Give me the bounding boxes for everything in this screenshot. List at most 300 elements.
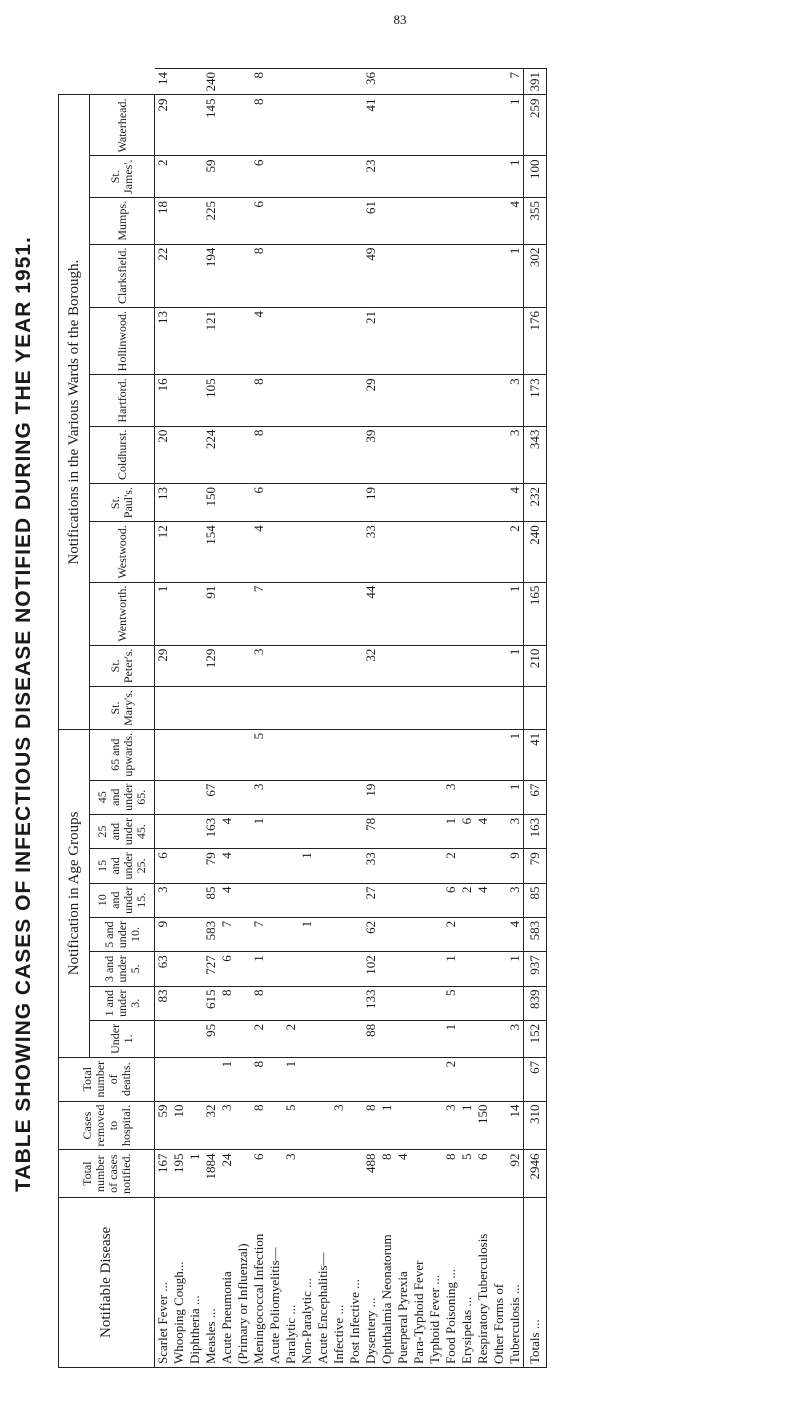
table-cell [331, 849, 347, 883]
table-cell [299, 814, 315, 848]
notifications-table [58, 68, 547, 1368]
table-cell: 727 [203, 952, 219, 986]
table-cell [427, 375, 443, 426]
table-cell [459, 308, 475, 375]
table-cell [491, 917, 507, 951]
table-cell [411, 952, 427, 986]
table-cell: 6 [251, 484, 267, 522]
table-cell [475, 156, 491, 197]
table-cell [331, 729, 347, 780]
table-cell [459, 645, 475, 686]
table-cell [395, 814, 411, 848]
table-cell [379, 582, 395, 645]
table-cell [347, 95, 363, 156]
table-cell [427, 244, 443, 307]
table-cell [491, 156, 507, 197]
table-cell [283, 244, 299, 307]
table-cell [379, 883, 395, 917]
table-cell [219, 426, 235, 483]
table-cell: 105 [203, 375, 219, 426]
table-cell [235, 426, 251, 483]
table-cell: 14 [507, 1101, 524, 1150]
totals-cell: 85 [524, 883, 547, 917]
table-cell [171, 375, 187, 426]
table-cell [219, 244, 235, 307]
table-cell: 41 [363, 95, 379, 156]
table-cell [283, 582, 299, 645]
table-cell [171, 780, 187, 814]
table-cell: 5 [459, 1150, 475, 1197]
table-cell [411, 197, 427, 244]
table-cell [475, 197, 491, 244]
disease-name: Whooping Cough... [171, 1197, 187, 1367]
table-cell: 4 [475, 883, 491, 917]
table-cell: 2 [507, 522, 524, 582]
table-cell [235, 244, 251, 307]
table-cell: 2 [251, 1020, 267, 1057]
page-number: 83 [393, 12, 407, 27]
table-cell [235, 986, 251, 1020]
table-cell [331, 1020, 347, 1057]
table-cell [475, 729, 491, 780]
table-cell [491, 426, 507, 483]
table-cell [395, 687, 411, 730]
disease-name: Scarlet Fever ... [155, 1197, 172, 1367]
table-cell: 2 [459, 883, 475, 917]
table-cell [267, 95, 283, 156]
table-cell [299, 1101, 315, 1150]
table-cell [187, 883, 203, 917]
table-row [299, 69, 315, 1368]
disease-name: Other Forms of [491, 1197, 507, 1367]
table-cell [235, 95, 251, 156]
table-cell [411, 1020, 427, 1057]
table-cell: 3 [251, 645, 267, 686]
col-header: St. Peter's. [90, 645, 155, 686]
table-cell [219, 1020, 235, 1057]
table-cell [315, 986, 331, 1020]
table-cell: 19 [363, 484, 379, 522]
table-cell [395, 1101, 411, 1150]
table-cell: 4 [251, 522, 267, 582]
table-cell [427, 484, 443, 522]
table-cell: 78 [363, 814, 379, 848]
table-cell: 8 [251, 244, 267, 307]
table-cell [235, 814, 251, 848]
table-cell [283, 197, 299, 244]
table-cell [491, 986, 507, 1020]
table-cell [427, 522, 443, 582]
table-cell [379, 95, 395, 156]
table-cell [219, 308, 235, 375]
table-cell: 1884 [203, 1150, 219, 1197]
table-cell [187, 645, 203, 686]
table-cell: 3 [283, 1150, 299, 1197]
table-cell [411, 780, 427, 814]
table-cell [347, 522, 363, 582]
table-cell [395, 986, 411, 1020]
table-cell [299, 1020, 315, 1057]
table-cell [299, 1150, 315, 1197]
table-cell: 9 [155, 917, 172, 951]
table-cell [331, 645, 347, 686]
table-cell [443, 244, 459, 307]
table-cell [331, 197, 347, 244]
table-cell [411, 244, 427, 307]
table-cell [475, 986, 491, 1020]
table-cell: 4 [507, 917, 524, 951]
table-cell: 224 [203, 426, 219, 483]
table-cell [427, 582, 443, 645]
table-cell [331, 375, 347, 426]
table-cell: 1 [507, 780, 524, 814]
table-row [443, 69, 459, 1368]
table-cell [427, 156, 443, 197]
table-cell [315, 244, 331, 307]
table-cell: 102 [363, 952, 379, 986]
table-cell: 3 [443, 1101, 459, 1150]
table-cell [283, 917, 299, 951]
table-cell: 7 [251, 917, 267, 951]
table-cell [331, 308, 347, 375]
table-cell [491, 645, 507, 686]
table-cell [283, 780, 299, 814]
table-cell [427, 849, 443, 883]
table-cell [235, 375, 251, 426]
table-row [155, 69, 172, 1368]
table-cell [347, 484, 363, 522]
table-cell [347, 375, 363, 426]
table-cell [427, 308, 443, 375]
table-cell: 49 [363, 244, 379, 307]
table-cell: 1 [299, 849, 315, 883]
table-cell [331, 522, 347, 582]
table-cell [475, 687, 491, 730]
table-cell [411, 375, 427, 426]
table-cell [299, 244, 315, 307]
table-cell: 8 [251, 426, 267, 483]
table-cell [459, 687, 475, 730]
table-cell [203, 687, 219, 730]
table-cell: 2 [155, 156, 172, 197]
table-cell [299, 780, 315, 814]
table-cell [427, 883, 443, 917]
col-header: Hartford. [90, 375, 155, 426]
table-cell [235, 729, 251, 780]
table-cell: 85 [203, 883, 219, 917]
table-cell [427, 1020, 443, 1057]
table-cell [379, 1020, 395, 1057]
table-cell [171, 156, 187, 197]
totals-cell: 67 [524, 780, 547, 814]
totals-cell: 67 [524, 1057, 547, 1101]
table-cell [443, 95, 459, 156]
table-cell [395, 582, 411, 645]
table-cell [379, 917, 395, 951]
table-cell [475, 244, 491, 307]
table-cell: 44 [363, 582, 379, 645]
table-cell [427, 69, 443, 96]
totals-cell: 41 [524, 729, 547, 780]
table-cell [491, 484, 507, 522]
totals-row [524, 69, 547, 1368]
table-cell [267, 687, 283, 730]
table-cell: 488 [363, 1150, 379, 1197]
table-cell [267, 522, 283, 582]
table-cell [395, 197, 411, 244]
table-cell [331, 917, 347, 951]
table-cell [187, 917, 203, 951]
group-header-wards: Notifications in the Various Wards of the Borough. [59, 95, 90, 729]
table-cell [411, 687, 427, 730]
table-cell [171, 814, 187, 848]
table-cell: 92 [507, 1150, 524, 1197]
table-cell [267, 1101, 283, 1150]
table-cell [251, 883, 267, 917]
table-cell [187, 849, 203, 883]
table-cell [427, 952, 443, 986]
col-header-removed: Cases removed to hospital. [59, 1101, 155, 1150]
table-cell [379, 986, 395, 1020]
table-cell [267, 645, 283, 686]
table-cell [443, 729, 459, 780]
table-cell [315, 814, 331, 848]
table-cell [155, 687, 172, 730]
table-cell: 1 [507, 645, 524, 686]
table-cell [187, 952, 203, 986]
table-cell [171, 883, 187, 917]
table-cell [411, 814, 427, 848]
table-cell [475, 917, 491, 951]
table-cell [475, 95, 491, 156]
table-cell [331, 986, 347, 1020]
table-row [411, 69, 427, 1368]
table-cell: 1 [507, 244, 524, 307]
table-cell [315, 484, 331, 522]
table-cell [299, 484, 315, 522]
table-cell [331, 1150, 347, 1197]
table-cell [235, 1057, 251, 1101]
table-cell: 1 [507, 156, 524, 197]
table-cell [267, 1020, 283, 1057]
totals-cell: 355 [524, 197, 547, 244]
table-cell: 167 [155, 1150, 172, 1197]
table-cell [443, 687, 459, 730]
table-cell: 4 [219, 883, 235, 917]
table-cell: 4 [475, 814, 491, 848]
table-cell [395, 244, 411, 307]
table-cell [235, 952, 251, 986]
table-cell [283, 156, 299, 197]
table-cell [235, 308, 251, 375]
table-cell [267, 729, 283, 780]
table-cell [315, 1150, 331, 1197]
table-cell: 13 [155, 484, 172, 522]
table-cell: 6 [155, 849, 172, 883]
table-cell [395, 917, 411, 951]
disease-name: Paralytic ... [283, 1197, 299, 1367]
table-cell [491, 1101, 507, 1150]
table-cell: 1 [507, 582, 524, 645]
table-cell [363, 1057, 379, 1101]
table-cell [155, 780, 172, 814]
table-cell [331, 814, 347, 848]
table-cell [443, 308, 459, 375]
table-cell [251, 849, 267, 883]
table-cell [267, 849, 283, 883]
table-cell [267, 917, 283, 951]
table-cell [347, 1057, 363, 1101]
table-cell [283, 883, 299, 917]
table-cell [363, 729, 379, 780]
table-cell: 22 [155, 244, 172, 307]
table-cell [187, 244, 203, 307]
table-cell [427, 1101, 443, 1150]
table-cell [235, 883, 251, 917]
table-cell [443, 645, 459, 686]
table-cell [203, 729, 219, 780]
table-cell: 33 [363, 522, 379, 582]
table-cell [315, 1101, 331, 1150]
table-cell [315, 308, 331, 375]
table-cell: 61 [363, 197, 379, 244]
table-cell [283, 69, 299, 96]
table-cell [475, 426, 491, 483]
table-cell [491, 244, 507, 307]
table-cell [475, 375, 491, 426]
table-cell [427, 645, 443, 686]
table-cell: 194 [203, 244, 219, 307]
table-cell [187, 426, 203, 483]
disease-name: Measles ... [203, 1197, 219, 1367]
table-cell [411, 883, 427, 917]
table-cell [379, 244, 395, 307]
table-cell [427, 1150, 443, 1197]
table-cell [299, 1057, 315, 1101]
table-cell [171, 69, 187, 96]
table-row [171, 69, 187, 1368]
table-cell: 4 [251, 308, 267, 375]
table-cell [411, 69, 427, 96]
table-cell [459, 197, 475, 244]
table-cell [379, 687, 395, 730]
table-cell [155, 1020, 172, 1057]
table-cell [395, 156, 411, 197]
col-header: Hollinwood. [90, 308, 155, 375]
table-cell: 8 [251, 1057, 267, 1101]
col-header-deaths: Total number of deaths. [59, 1057, 155, 1101]
totals-cell: 210 [524, 645, 547, 686]
disease-name: Typhoid Fever ... [427, 1197, 443, 1367]
table-cell [347, 197, 363, 244]
table-cell [283, 952, 299, 986]
table-cell [491, 687, 507, 730]
disease-name: Puerperal Pyrexia [395, 1197, 411, 1367]
table-cell [411, 522, 427, 582]
table-cell [283, 95, 299, 156]
table-cell: 133 [363, 986, 379, 1020]
table-cell [459, 582, 475, 645]
table-cell [459, 95, 475, 156]
table-cell [171, 986, 187, 1020]
table-row [251, 69, 267, 1368]
table-cell [315, 780, 331, 814]
table-title: TABLE SHOWING CASES OF INFECTIOUS DISEASE NOTIFIED DURING THE YEAR 1951. [12, 236, 35, 1192]
disease-name: Infective ... [331, 1197, 347, 1367]
table-cell [155, 729, 172, 780]
table-cell [411, 645, 427, 686]
table-cell [299, 986, 315, 1020]
table-cell [459, 426, 475, 483]
totals-cell: 79 [524, 849, 547, 883]
table-cell: 8 [251, 69, 267, 96]
table-row [395, 69, 411, 1368]
table-cell: 6 [251, 197, 267, 244]
table-cell [267, 197, 283, 244]
table-row [427, 69, 443, 1368]
table-cell [395, 780, 411, 814]
table-cell [283, 522, 299, 582]
table-cell [347, 426, 363, 483]
table-cell [299, 883, 315, 917]
col-header: 25 and under 45. [90, 814, 155, 848]
table-cell [235, 645, 251, 686]
table-cell: 3 [443, 780, 459, 814]
table-cell: 10 [171, 1101, 187, 1150]
table-cell [347, 582, 363, 645]
table-cell [171, 645, 187, 686]
table-cell [187, 729, 203, 780]
table-cell [363, 687, 379, 730]
table-cell [459, 156, 475, 197]
table-cell [187, 687, 203, 730]
table-cell [491, 308, 507, 375]
table-cell [475, 849, 491, 883]
table-cell [411, 1150, 427, 1197]
table-cell: 63 [155, 952, 172, 986]
table-cell: 7 [251, 582, 267, 645]
totals-cell: 2946 [524, 1150, 547, 1197]
table-cell [283, 849, 299, 883]
table-cell [187, 522, 203, 582]
table-cell [491, 522, 507, 582]
table-cell [427, 729, 443, 780]
table-cell [331, 780, 347, 814]
table-cell: 95 [203, 1020, 219, 1057]
table-row [267, 69, 283, 1368]
table-cell [267, 952, 283, 986]
table-cell [331, 95, 347, 156]
table-cell [507, 986, 524, 1020]
disease-name: Tuberculosis ... [507, 1197, 524, 1367]
table-cell [331, 244, 347, 307]
table-cell [187, 582, 203, 645]
table-cell [459, 484, 475, 522]
table-cell [395, 952, 411, 986]
table-cell [491, 849, 507, 883]
table-cell [427, 95, 443, 156]
table-cell [267, 244, 283, 307]
table-cell [171, 308, 187, 375]
table-row [363, 69, 379, 1368]
col-header: Clarksfield. [90, 244, 155, 307]
table-cell [235, 780, 251, 814]
table-cell [459, 849, 475, 883]
table-cell [235, 582, 251, 645]
table-cell [475, 1020, 491, 1057]
table-cell: 62 [363, 917, 379, 951]
table-cell [235, 1020, 251, 1057]
